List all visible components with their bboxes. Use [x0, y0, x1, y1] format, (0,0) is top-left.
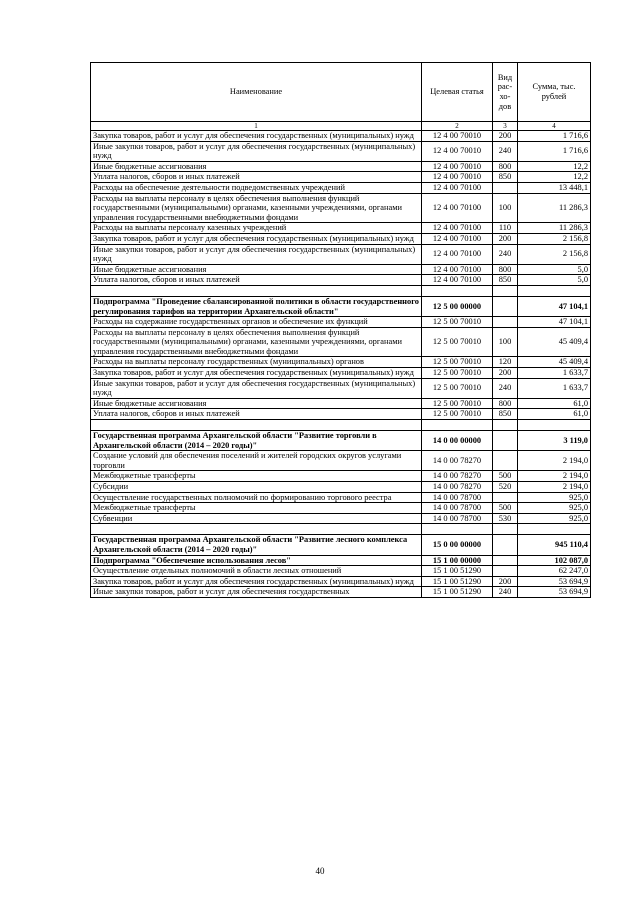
table-row [91, 431, 591, 451]
column-number: 3 [493, 122, 518, 131]
row-kind-cell: 240 [493, 244, 518, 264]
spacer-row [91, 285, 591, 296]
table-row [91, 566, 591, 577]
row-name-cell: Субвенции [91, 513, 422, 524]
row-sum-cell: 11 286,3 [518, 193, 591, 223]
row-name-cell: Расходы на содержание государственных органов и обеспечение их функций [91, 317, 422, 328]
table-row [91, 451, 591, 471]
table-row [91, 492, 591, 503]
spacer-cell [518, 420, 591, 431]
row-kind-cell: 120 [493, 357, 518, 368]
row-sum-cell: 2 156,8 [518, 244, 591, 264]
page-number: 40 [315, 866, 325, 876]
header-sum: Сумма, тыс. рублей [518, 63, 591, 122]
row-target-cell: 12 4 00 70100 [422, 275, 493, 286]
table-row [91, 357, 591, 368]
row-name-cell: Создание условий для обеспечения поселений и жителей городских округов услугами торговли [91, 451, 422, 471]
header-kind: Вид рас-хо-дов [493, 63, 518, 122]
row-target-cell: 12 5 00 70010 [422, 317, 493, 328]
spacer-cell [91, 420, 422, 431]
spacer-cell [518, 285, 591, 296]
spacer-cell [493, 420, 518, 431]
row-sum-cell: 12,2 [518, 172, 591, 183]
row-kind-cell: 100 [493, 193, 518, 223]
table-row [91, 264, 591, 275]
row-sum-cell: 47 104,1 [518, 296, 591, 316]
header-target: Целевая статья [422, 63, 493, 122]
row-name-cell: Субсидии [91, 482, 422, 493]
row-kind-cell [493, 555, 518, 566]
row-target-cell: 15 1 00 51290 [422, 566, 493, 577]
row-kind-cell: 520 [493, 482, 518, 493]
row-sum-cell: 13 448,1 [518, 182, 591, 193]
row-target-cell: 12 5 00 70010 [422, 368, 493, 379]
row-sum-cell: 925,0 [518, 492, 591, 503]
row-kind-cell: 240 [493, 378, 518, 398]
row-target-cell: 14 0 00 78700 [422, 503, 493, 514]
row-sum-cell: 53 694,9 [518, 576, 591, 587]
row-kind-cell [493, 492, 518, 503]
table-row [91, 327, 591, 357]
row-kind-cell: 500 [493, 503, 518, 514]
row-target-cell: 12 4 00 70010 [422, 131, 493, 142]
row-sum-cell: 45 409,4 [518, 327, 591, 357]
row-target-cell: 15 1 00 51290 [422, 576, 493, 587]
row-kind-cell: 100 [493, 327, 518, 357]
row-name-cell: Осуществление отдельных полномочий в области лесных отношений [91, 566, 422, 577]
row-target-cell: 12 5 00 70010 [422, 409, 493, 420]
column-number: 1 [91, 122, 422, 131]
row-sum-cell: 12,2 [518, 161, 591, 172]
row-target-cell: 12 5 00 70010 [422, 327, 493, 357]
document-page [90, 62, 590, 598]
table-row [91, 296, 591, 316]
row-name-cell: Межбюджетные трансферты [91, 471, 422, 482]
row-sum-cell: 2 194,0 [518, 471, 591, 482]
row-name-cell: Расходы на выплаты персоналу в целях обеспечения выполнения функций государственными (муниципальными) органами, казенными учреждениями, органами управления государственными внебюджетными фондами [91, 327, 422, 357]
row-kind-cell [493, 317, 518, 328]
row-target-cell: 15 0 00 00000 [422, 535, 493, 555]
row-sum-cell: 1 716,6 [518, 141, 591, 161]
row-sum-cell: 925,0 [518, 513, 591, 524]
table-row [91, 317, 591, 328]
row-target-cell: 12 4 00 70100 [422, 223, 493, 234]
table-row [91, 378, 591, 398]
row-target-cell: 12 4 00 70100 [422, 182, 493, 193]
row-sum-cell: 2 194,0 [518, 482, 591, 493]
row-sum-cell: 1 633,7 [518, 378, 591, 398]
row-sum-cell: 5,0 [518, 275, 591, 286]
row-sum-cell: 2 156,8 [518, 233, 591, 244]
row-kind-cell [493, 182, 518, 193]
row-kind-cell: 500 [493, 471, 518, 482]
row-sum-cell: 945 110,4 [518, 535, 591, 555]
row-name-cell: Осуществление государственных полномочий по формированию торгового реестра [91, 492, 422, 503]
table-row [91, 513, 591, 524]
table-row [91, 398, 591, 409]
table-row [91, 233, 591, 244]
spacer-cell [91, 524, 422, 535]
spacer-row [91, 524, 591, 535]
row-sum-cell: 3 119,0 [518, 431, 591, 451]
row-kind-cell: 200 [493, 576, 518, 587]
table-row [91, 275, 591, 286]
row-kind-cell: 850 [493, 275, 518, 286]
row-target-cell: 12 5 00 70010 [422, 357, 493, 368]
row-name-cell: Закупка товаров, работ и услуг для обеспечения государственных (муниципальных) нужд [91, 131, 422, 142]
column-number-row [91, 122, 591, 131]
row-name-cell: Уплата налогов, сборов и иных платежей [91, 172, 422, 183]
row-target-cell: 12 5 00 00000 [422, 296, 493, 316]
spacer-cell [518, 524, 591, 535]
row-name-cell: Иные бюджетные ассигнования [91, 161, 422, 172]
budget-table [90, 62, 591, 598]
row-target-cell: 12 5 00 70010 [422, 378, 493, 398]
row-target-cell: 12 5 00 70010 [422, 398, 493, 409]
table-row [91, 471, 591, 482]
row-name-cell: Иные бюджетные ассигнования [91, 264, 422, 275]
table-row [91, 482, 591, 493]
row-target-cell: 14 0 00 78270 [422, 451, 493, 471]
row-sum-cell: 925,0 [518, 503, 591, 514]
row-sum-cell: 2 194,0 [518, 451, 591, 471]
table-row [91, 193, 591, 223]
row-kind-cell: 850 [493, 172, 518, 183]
table-header-row [91, 63, 591, 122]
header-name: Наименование [91, 63, 422, 122]
table-row [91, 368, 591, 379]
table-row [91, 587, 591, 598]
row-kind-cell: 110 [493, 223, 518, 234]
row-kind-cell: 240 [493, 141, 518, 161]
spacer-cell [422, 285, 493, 296]
row-target-cell: 12 4 00 70100 [422, 233, 493, 244]
table-row [91, 535, 591, 555]
spacer-cell [422, 524, 493, 535]
spacer-row [91, 420, 591, 431]
table-row [91, 223, 591, 234]
column-number: 4 [518, 122, 591, 131]
row-kind-cell [493, 296, 518, 316]
table-row [91, 131, 591, 142]
table-row [91, 172, 591, 183]
row-kind-cell: 800 [493, 161, 518, 172]
row-sum-cell: 61,0 [518, 398, 591, 409]
row-sum-cell: 53 694,9 [518, 587, 591, 598]
table-row [91, 555, 591, 566]
row-target-cell: 14 0 00 78700 [422, 492, 493, 503]
row-name-cell: Государственная программа Архангельской области "Развитие лесного комплекса Архангельской области (2014 – 2020 годы)" [91, 535, 422, 555]
spacer-cell [493, 524, 518, 535]
table-row [91, 161, 591, 172]
row-kind-cell: 200 [493, 233, 518, 244]
row-sum-cell: 11 286,3 [518, 223, 591, 234]
row-kind-cell [493, 535, 518, 555]
row-name-cell: Уплата налогов, сборов и иных платежей [91, 275, 422, 286]
row-target-cell: 12 4 00 70100 [422, 193, 493, 223]
row-target-cell: 12 4 00 70100 [422, 244, 493, 264]
spacer-cell [493, 285, 518, 296]
row-sum-cell: 1 716,6 [518, 131, 591, 142]
row-sum-cell: 47 104,1 [518, 317, 591, 328]
row-name-cell: Иные закупки товаров, работ и услуг для обеспечения государственных [91, 587, 422, 598]
row-kind-cell: 800 [493, 264, 518, 275]
row-sum-cell: 1 633,7 [518, 368, 591, 379]
table-row [91, 503, 591, 514]
row-sum-cell: 102 087,0 [518, 555, 591, 566]
row-name-cell: Иные закупки товаров, работ и услуг для обеспечения государственных (муниципальных) нужд [91, 378, 422, 398]
row-sum-cell: 61,0 [518, 409, 591, 420]
row-name-cell: Расходы на обеспечение деятельности подведомственных учреждений [91, 182, 422, 193]
column-number: 2 [422, 122, 493, 131]
row-target-cell: 12 4 00 70010 [422, 161, 493, 172]
table-row [91, 244, 591, 264]
table-row [91, 141, 591, 161]
row-kind-cell: 200 [493, 131, 518, 142]
row-kind-cell: 850 [493, 409, 518, 420]
row-name-cell: Закупка товаров, работ и услуг для обеспечения государственных (муниципальных) нужд [91, 576, 422, 587]
row-name-cell: Государственная программа Архангельской области "Развитие торговли в Архангельской области (2014 – 2020 годы)" [91, 431, 422, 451]
row-kind-cell: 200 [493, 368, 518, 379]
row-kind-cell [493, 431, 518, 451]
row-target-cell: 14 0 00 00000 [422, 431, 493, 451]
row-target-cell: 14 0 00 78700 [422, 513, 493, 524]
row-target-cell: 12 4 00 70010 [422, 172, 493, 183]
row-name-cell: Межбюджетные трансферты [91, 503, 422, 514]
row-name-cell: Иные закупки товаров, работ и услуг для обеспечения государственных (муниципальных) нужд [91, 244, 422, 264]
row-name-cell: Подпрограмма "Проведение сбалансированной политики в области государственного регулирования тарифов на территории Архангельской области" [91, 296, 422, 316]
row-sum-cell: 62 247,0 [518, 566, 591, 577]
table-row [91, 182, 591, 193]
row-target-cell: 12 4 00 70100 [422, 264, 493, 275]
spacer-cell [422, 420, 493, 431]
table-row [91, 576, 591, 587]
row-name-cell: Уплата налогов, сборов и иных платежей [91, 409, 422, 420]
row-name-cell: Закупка товаров, работ и услуг для обеспечения государственных (муниципальных) нужд [91, 368, 422, 379]
row-kind-cell [493, 451, 518, 471]
row-name-cell: Иные бюджетные ассигнования [91, 398, 422, 409]
row-sum-cell: 5,0 [518, 264, 591, 275]
row-kind-cell: 530 [493, 513, 518, 524]
row-name-cell: Расходы на выплаты персоналу казенных учреждений [91, 223, 422, 234]
row-name-cell: Расходы на выплаты персоналу в целях обеспечения выполнения функций государственными (муниципальными) органами, казенными учреждениями, органами управления государственными внебюджетными фондами [91, 193, 422, 223]
row-kind-cell: 240 [493, 587, 518, 598]
row-target-cell: 14 0 00 78270 [422, 471, 493, 482]
row-target-cell: 14 0 00 78270 [422, 482, 493, 493]
row-name-cell: Подпрограмма "Обеспечение использования лесов" [91, 555, 422, 566]
row-target-cell: 12 4 00 70010 [422, 141, 493, 161]
row-name-cell: Расходы на выплаты персоналу государственных (муниципальных) органов [91, 357, 422, 368]
row-name-cell: Закупка товаров, работ и услуг для обеспечения государственных (муниципальных) нужд [91, 233, 422, 244]
row-kind-cell: 800 [493, 398, 518, 409]
row-target-cell: 15 1 00 00000 [422, 555, 493, 566]
row-sum-cell: 45 409,4 [518, 357, 591, 368]
table-body [91, 131, 591, 598]
row-name-cell: Иные закупки товаров, работ и услуг для обеспечения государственных (муниципальных) нужд [91, 141, 422, 161]
row-kind-cell [493, 566, 518, 577]
table-row [91, 409, 591, 420]
spacer-cell [91, 285, 422, 296]
row-target-cell: 15 1 00 51290 [422, 587, 493, 598]
